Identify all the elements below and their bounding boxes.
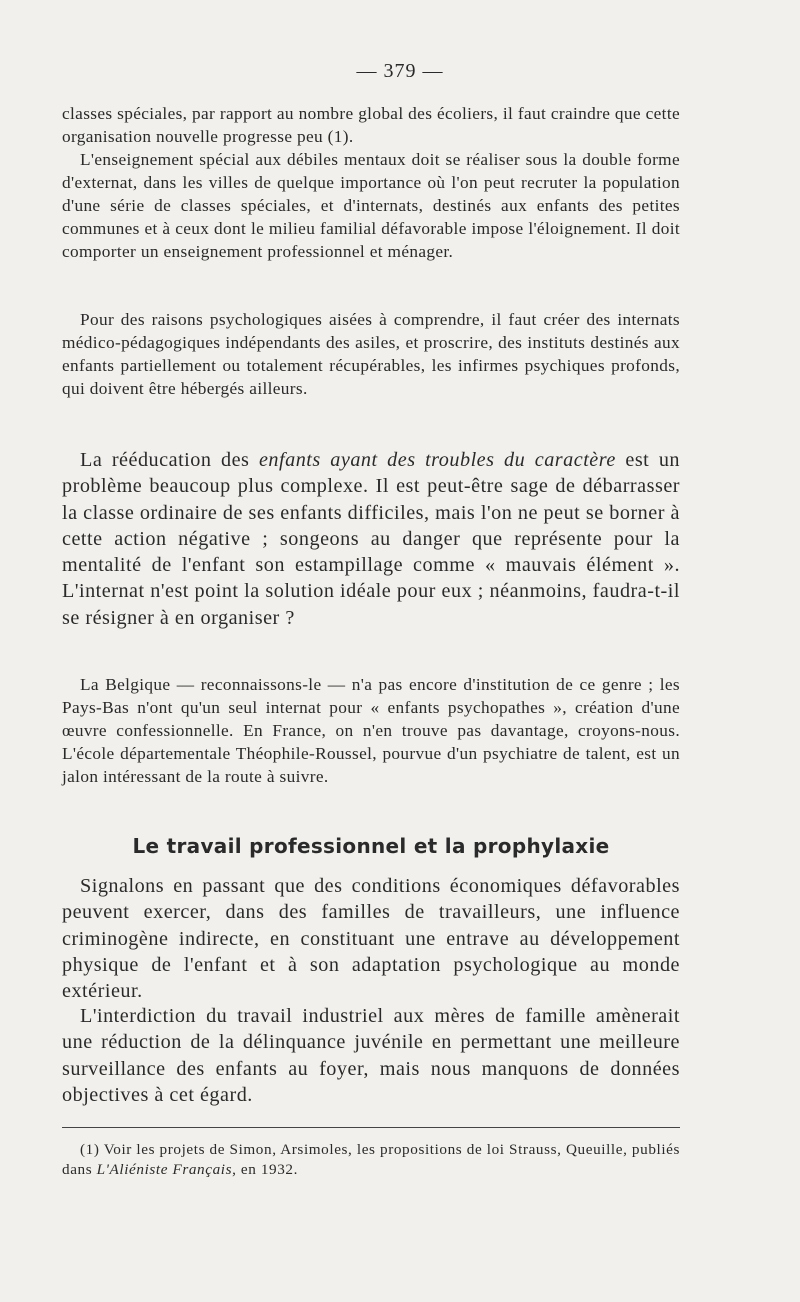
- page-number: — 379 —: [356, 60, 444, 82]
- footnote-start: (1) Voir les projets de Simon, Arsimoles, les propositions de loi Strauss, Queuille, publiés dans: [62, 1141, 680, 1178]
- paragraph-4-end: est un problème beaucoup plus complexe. Il est peut-être sage de débarrasser la classe ordinaire de ses enfants difficiles, mais l'on ne peut se borner à cette action négative ; songeons au danger que représente pour la mentalité de l'enfant son estampillage comme « mauvais élément ». L'internat n'est point la solution idéale pour eux ; néanmoins, faudra-t-il se résigner à en organiser ?: [62, 449, 681, 629]
- footnote-emphasis: L'Aliéniste Français: [96, 1161, 233, 1178]
- paragraph-3: Pour des raisons psychologiques aisées à comprendre, il faut créer des internats médico-pédagogiques indépendants des asiles, et proscrire, des instituts destinés aux enfants partiellement ou totalement récupérables, les infirmes psychiques profonds, qui doivent être hébergés ailleurs.: [62, 310, 680, 398]
- footnote-end: , en 1932.: [232, 1161, 299, 1178]
- paragraph-7: L'interdiction du travail industriel aux mères de famille amènerait une réduction de la délinquance juvénile en permettant une meilleure surveillance des enfants au foyer, mais nous manquons de données objectives à cet égard.: [62, 1005, 680, 1106]
- footnote-divider: [62, 1127, 680, 1128]
- paragraph-4-start: La rééducation des: [80, 449, 259, 471]
- paragraph-5: La Belgique — reconnaissons-le — n'a pas encore d'institution de ce genre ; les Pays-Bas n'ont qu'un seul internat pour « enfants psychopathes », création d'une œuvre confessionnelle. En France, on n'en trouve pas davantage, croyons-nous. L'école départementale Théophile-Roussel, pourvue d'un psychiatre de talent, est un jalon intéressant de la route à suivre.: [62, 675, 680, 786]
- paragraph-1: classes spéciales, par rapport au nombre global des écoliers, il faut craindre que cette organisation nouvelle progresse peu (1).: [62, 104, 680, 146]
- paragraph-2: L'enseignement spécial aux débiles mentaux doit se réaliser sous la double forme d'externat, dans les villes de quelque importance où l'on peut recruter la population d'une série de classes spéciales, et d'internats, destinés aux enfants des petites communes et à ceux dont le milieu familial défavorable impose l'éloignement. Il doit comporter un enseignement professionnel et ménager.: [62, 150, 680, 261]
- section-heading: Le travail professionnel et la prophylaxie: [132, 834, 610, 858]
- paragraph-4: [62, 447, 680, 631]
- paragraph-6: Signalons en passant que des conditions économiques défavorables peuvent exercer, dans des familles de travailleurs, une influence criminogène indirecte, en constituant une entrave au développement physique de l'enfant et à son adaptation psychologique au monde extérieur.: [62, 875, 680, 1003]
- paragraph-4-emphasis: enfants ayant des troubles du caractère: [258, 449, 616, 471]
- footnote: [62, 1140, 680, 1180]
